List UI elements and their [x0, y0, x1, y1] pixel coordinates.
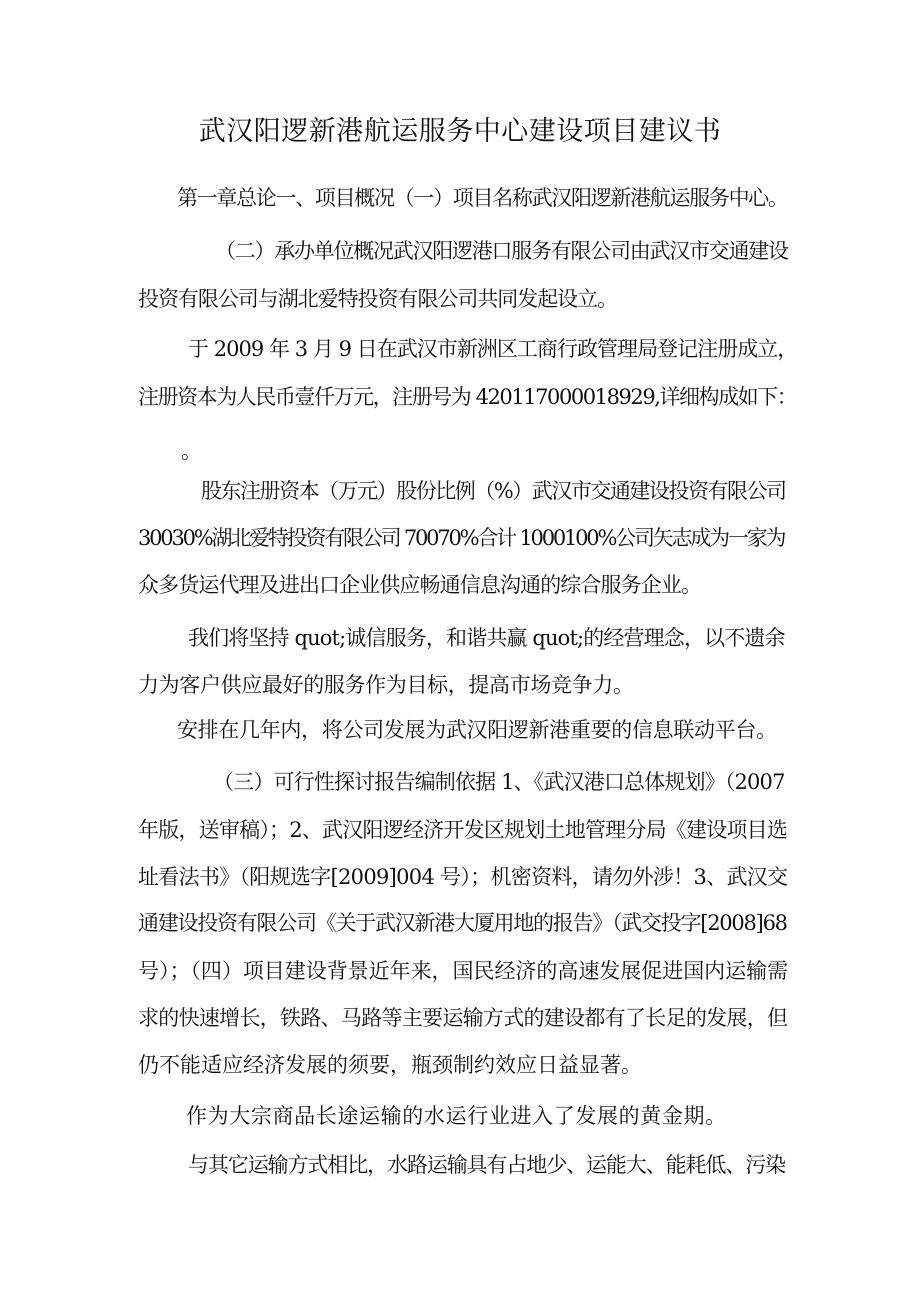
- document-title: 武汉阳逻新港航运服务中心建设项目建议书: [198, 116, 722, 147]
- paragraph-line: 众多货运代理及进出口企业供应畅通信息沟通的综合服务企业。: [138, 573, 702, 597]
- paragraph-line: 。: [181, 439, 210, 463]
- paragraph-line: 于 2009 年 3 月 9 日在武汉市新洲区工商行政管理局登记注册成立，: [188, 337, 798, 361]
- paragraph-line: （二）承办单位概况武汉阳逻港口服务有限公司由武汉市交通建设: [215, 239, 788, 263]
- paragraph-line: 与其它运输方式相比，水路运输具有占地少、运能大、能耗低、污染: [188, 1153, 785, 1177]
- paragraph-line: 安排在几年内，将公司发展为武汉阳逻新港重要的信息联动平台。: [177, 718, 777, 742]
- paragraph-line: 通建设投资有限公司《关于武汉新港大厦用地的报告》（武交投字[2008]68: [138, 911, 787, 935]
- paragraph-line: 年版，送审稿）；2、武汉阳逻经济开发区规划土地管理分局《建设项目选: [138, 818, 788, 842]
- paragraph-line: 作为大宗商品长途运输的水运行业进入了发展的黄金期。: [186, 1104, 727, 1128]
- paragraph-line: 股东注册资本（万元）股份比例（%）武汉市交通建设投资有限公司: [201, 479, 786, 503]
- paragraph-line: 址看法书》（阳规选字[2009]004 号）；机密资料，请勿外涉！3、武汉交: [138, 865, 788, 889]
- paragraph-line: 力为客户供应最好的服务作为目标，提高市场竞争力。: [138, 673, 634, 697]
- paragraph-line: 30030%湖北爱特投资有限公司 70070%合计 1000100%公司矢志成为一家为: [138, 526, 785, 550]
- paragraph-line: 仍不能适应经济发展的须要，瓶颈制约效应日益显著。: [138, 1053, 642, 1077]
- paragraph-line: （三）可行性探讨报告编制依据 1、《武汉港口总体规划》（2007: [213, 770, 785, 794]
- paragraph-line: 我们将坚持 quot;诚信服务，和谐共赢 quot;的经营理念，以不遗余: [188, 626, 785, 650]
- paragraph-line: 投资有限公司与湖北爱特投资有限公司共同发起设立。: [138, 287, 618, 311]
- paragraph-line: 求的快速增长，铁路、马路等主要运输方式的建设都有了长足的发展，但: [138, 1006, 788, 1030]
- paragraph-line: 号）；（四）项目建设背景近年来，国民经济的高速发展促进国内运输需: [138, 959, 789, 983]
- paragraph-line: 注册资本为人民币壹仟万元，注册号为 420117000018929,详细构成如下：: [138, 385, 797, 409]
- paragraph-line: 第一章总论一、项目概况（一）项目名称武汉阳逻新港航运服务中心。: [177, 186, 788, 210]
